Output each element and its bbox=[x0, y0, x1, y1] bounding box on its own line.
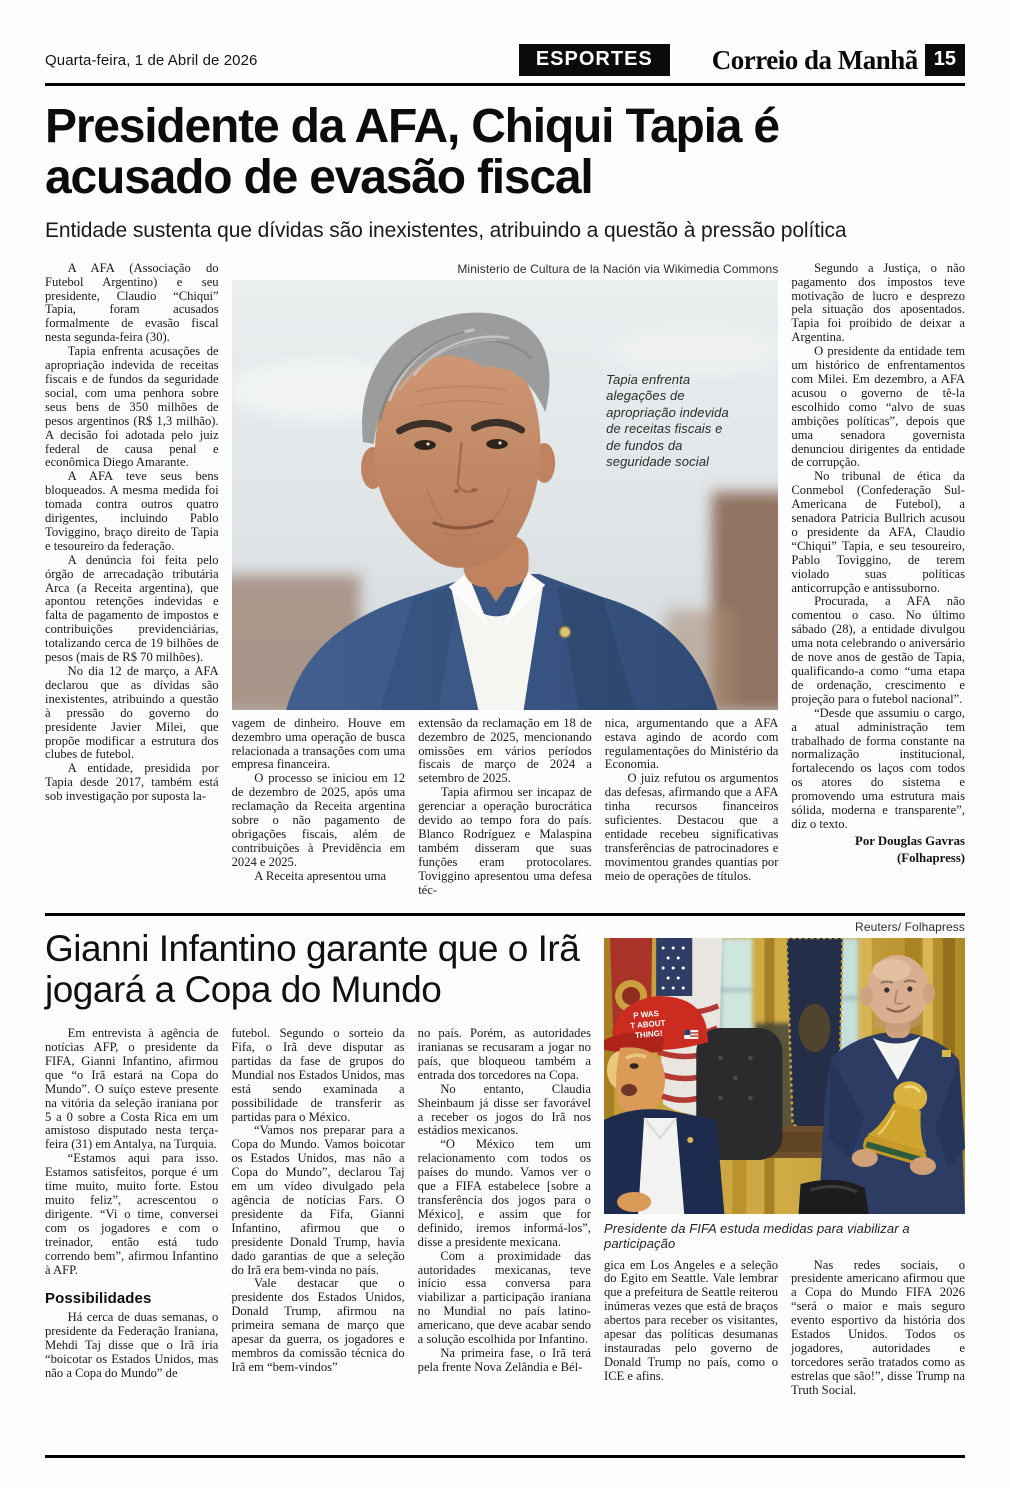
byline-agency: (Folhapress) bbox=[896, 850, 965, 865]
section-badge: ESPORTES bbox=[519, 44, 670, 76]
byline: Por Douglas Gavras bbox=[855, 833, 965, 848]
article-paragraph: extensão da reclamação em 18 de dezembro de 2025, mencionando omissões em vários períodos fiscais de março de 2024 a setembro de 2025. bbox=[418, 715, 592, 786]
article-paragraph: “Desde que assumiu o cargo, a atual administração tem trabalhado de forma constante na normalização institucional, fortalecendo os laços com todos os atores do sistema e promovendo uma estrutura mais sólida, moderna e transparente”, diz o texto. bbox=[791, 705, 965, 831]
photo-caption: Presidente da FIFA estuda medidas para viabilizar a participação bbox=[604, 1220, 910, 1251]
article-paragraph: A AFA teve seus bens bloqueados. A mesma medida foi tomada contra outros quatro dirigentes, incluindo Pablo Toviggino, braço direito de Tapia e tesoureiro da federação. bbox=[45, 469, 219, 553]
article-paragraph: Tapia enfrenta acusações de apropriação indevida de receitas fiscais e de fundos da seguridade social, com uma penhora sobre seus bens de 350 milhões de pesos argentinos (R$ 1,3 milhão). A decisão foi adotada pelo juiz federal de causa penal e econômica Diego Amarante. bbox=[45, 344, 219, 470]
article-paragraph: Procurada, a AFA não comentou o caso. No último sábado (28), a entidade divulgou uma nota celebrando o aniversário de nove anos de gestão de Tapia, qualificando-a como “uma etapa de ordenação, crescimento e projeção para o futebol nacional”. bbox=[791, 594, 965, 706]
bottom-rule bbox=[45, 1455, 965, 1458]
photo-credit: Reuters/ Folhapress bbox=[855, 919, 965, 934]
article-paragraph: Segundo a Justiça, o não pagamento dos impostos teve motivação de lucro e desprezo pela situação dos aposentados. Tapia foi proibido de deixar a Argentina. bbox=[791, 260, 965, 345]
article2-column-5 bbox=[791, 1259, 965, 1398]
article-paragraph: Em entrevista à agência de notícias AFP, o presidente da FIFA, Gianni Infantino, afirmou que “o Irã estará na Copa do Mundo”. O suíço esteve presente na vitória da seleção iraniana por 5 a 0 sobre a Costa Rica em um amistoso disputado nesta terça-feira (31) em Antalya, na Turquia. bbox=[45, 1026, 219, 1152]
article-paragraph: A Receita apresentou uma bbox=[254, 868, 387, 883]
article-paragraph: Há cerca de duas semanas, o presidente da Federação Iraniana, Mehdi Taj disse que o Irã iria “boicotar os Estados Unidos, mas não a Copa do Mundo” de bbox=[45, 1310, 219, 1381]
page-header bbox=[45, 44, 965, 76]
cap-text-line: T ABOUT bbox=[629, 1017, 666, 1031]
article-paragraph: O juiz refutou os argumentos das defesas, afirmando que a AFA tinha recursos financeiros suficientes. Destacou que a entidade recebeu significativas transferências de patrocinadores e movimentou grandes quantias por meio de operações de títulos. bbox=[604, 771, 779, 883]
article-paragraph: Vale destacar que o presidente dos Estados Unidos, Donald Trump, afirmou na primeira semana de março que apesar da guerra, os jogadores e membros da comissão técnica do Irã em “bem-vindos” bbox=[231, 1276, 405, 1374]
article1-column-1 bbox=[45, 262, 219, 898]
article2-column-2 bbox=[231, 1027, 404, 1381]
article-paragraph: No tribunal de ética da Conmebol (Confederação Sul-Americana de Futebol), a senadora Patricia Bullrich acusou o presidente da AFA, Claudio “Chiqui” Tapia, e seu tesoureiro, Pablo Toviggino, de terem violado suas políticas anticorrupção e antissuborno. bbox=[791, 469, 965, 595]
article-paragraph: nica, argumentando que a AFA estava agindo de acordo com regulamentações do Ministério da Economia. bbox=[604, 715, 779, 772]
article-paragraph: “Estamos aqui para isso. Estamos satisfeitos, porque é um time muito, muito forte. Estou muito feliz”, acrescentou o dirigente. “Vi o time, conversei com os jogadores e com o treinador, então está tudo correndo bem”, afirmou Infantino à AFP. bbox=[45, 1151, 219, 1277]
article1-column-3 bbox=[418, 717, 592, 898]
article-paragraph: Tapia afirmou ser incapaz de gerenciar a operação burocrática devido ao tempo fora do país. Blanco Rodríguez e Malaspina também disseram que suas funções eram protocolares. Toviggino apresentou uma defesa téc- bbox=[418, 785, 592, 897]
article-paragraph: A denúncia foi feita pelo órgão de arrecadação tributária Arca (a Receita argentina), que apontou retenções indevidas e falta de pagamento de impostos e contribuições previdenciárias, totalizando cerca de 19 bilhões de pesos (mais de R$ 70 milhões). bbox=[45, 552, 219, 665]
tapia-photo bbox=[232, 280, 779, 710]
article-paragraph: No entanto, Claudia Sheinbaum já disse ser favorável a receber os jogos do Irã nos estádios mexicanos. bbox=[417, 1081, 591, 1138]
article2-column-3 bbox=[418, 1027, 591, 1381]
article2-columns-right bbox=[604, 1259, 965, 1398]
top-rule bbox=[45, 83, 965, 86]
tapia-photo-illustration bbox=[232, 280, 779, 710]
page-number-badge: 15 bbox=[925, 44, 965, 76]
article2-column-4 bbox=[604, 1259, 778, 1398]
article-afa bbox=[45, 101, 965, 898]
section-rule bbox=[45, 913, 965, 916]
article-paragraph: Com a proximidade das autoridades mexicanas, teve início essa conversa para viabilizar a participação iraniana no Mundial no país latino-americano, que deve acabar sendo a solução escolhida por Infantino. bbox=[417, 1248, 591, 1347]
article2-headline: Gianni Infantino garante que o Irã jogará a Copa do Mundo bbox=[45, 927, 580, 1011]
article-paragraph: “O México tem um relacionamento com todos os países do mundo. Vamos ver o que a FIFA estabelece [sobre a transferência dos jogos para o México], e assim que for definido, iremos informá-los”, disse a presidente mexicana. bbox=[417, 1137, 591, 1249]
article-paragraph: A entidade, presidida por Tapia desde 2017, também está sob investigação por suposta la- bbox=[45, 761, 219, 804]
article1-column-2 bbox=[232, 717, 406, 898]
article1-column-4 bbox=[605, 717, 779, 898]
cap-text-line: THING! bbox=[634, 1028, 663, 1040]
article-infantino bbox=[45, 920, 965, 1398]
article-paragraph: no país. Porém, as autoridades iranianas se recusaram a jogar no país, que bloqueou também a entrada dos torcedores na Copa. bbox=[417, 1026, 591, 1082]
article-paragraph: gica em Los Angeles e a seleção do Egito em Seattle. Vale lembrar que a prefeitura de Seattle reiterou inúmeras vezes que está de braços abertos para receber os visitantes, apesar das políticas desumanas instauradas pelo governo de Donald Trump no país, como o ICE e afins. bbox=[604, 1257, 778, 1383]
article1-columns bbox=[45, 262, 965, 898]
article-paragraph: O presidente da entidade tem um histórico de enfrentamentos com Milei. Em dezembro, a AFA acusou o governo de tê-la escolhido como “alvo de suas ambições políticas”, depois que uma senadora governista denunciou dirigentes da entidade de corrupção. bbox=[791, 344, 965, 470]
article2-column-1 bbox=[45, 1027, 218, 1381]
pull-quote: Tapia enfrenta alegações de apropriação indevida de receitas fiscais e de fundos da seguridade social bbox=[606, 371, 729, 470]
cap-text-line: P WAS bbox=[632, 1008, 660, 1020]
article1-photo-block bbox=[232, 262, 779, 717]
article-paragraph: Nas redes sociais, o presidente americano afirmou que a Copa do Mundo FIFA 2026 “será o maior e mais seguro evento esportivo da história dos Estados Unidos. Todos os jogadores, autoridades e torcedores serão tratados como as estrelas que são!”, disse Trump na Truth Social. bbox=[791, 1257, 965, 1397]
article1-standfirst: Entidade sustenta que dívidas são inexistentes, atribuindo a questão à pressão política bbox=[45, 218, 847, 242]
article1-headline: Presidente da AFA, Chiqui Tapia é acusado de evasão fiscal bbox=[45, 100, 779, 205]
photo-credit: Ministerio de Cultura de la Nación via Wikimedia Commons bbox=[457, 261, 779, 276]
article-paragraph: A AFA (Associação do Futebol Argentino) e seu presidente, Claudio “Chiqui” Tapia, foram acusados formalmente de evasão fiscal nesta segunda-feira (30). bbox=[45, 260, 219, 345]
oval-office-illustration bbox=[604, 938, 965, 1214]
article1-column-5 bbox=[791, 262, 965, 898]
article-paragraph: vagem de dinheiro. Houve em dezembro uma operação de busca relacionada a transações com uma empresa financeira. bbox=[231, 715, 406, 772]
article2-columns-left bbox=[45, 1027, 591, 1381]
article-paragraph: No dia 12 de março, a AFA declarou que as dívidas são inexistentes, atribuindo a questão à pressão do governo do presidente Javier Milei, que propõe modificar a estrutura dos clubes de futebol. bbox=[45, 664, 219, 762]
crosshead: Possibilidades bbox=[45, 1290, 152, 1308]
date-line: Quarta-feira, 1 de Abril de 2026 bbox=[45, 51, 258, 69]
masthead: Correio da Manhã bbox=[711, 44, 918, 75]
article-paragraph: futebol. Segundo o sorteio da Fifa, o Irã deve disputar as partidas da fase de grupos do Mundial nos Estados Unidos, mas está sendo examinada a possibilidade de transferir as partidas para o México. bbox=[231, 1026, 405, 1124]
oval-office-photo bbox=[604, 938, 965, 1214]
article-paragraph: O processo se iniciou em 12 de dezembro de 2025, após uma reclamação da Receita argentina sobre o não pagamento de obrigações fiscais, além de contribuições à Previdência em 2024 e 2025. bbox=[231, 771, 406, 869]
article-paragraph: “Vamos nos preparar para a Copa do Mundo. Vamos boicotar os Estados Unidos, mas não a Copa do Mundo”, declarou Taj em um vídeo divulgado pela agência de notícias Fars. O presidente da Fifa, Gianni Infantino, afirmou que o presidente Donald Trump, havia dado garantias de que a seleção do Irã era bem-vinda no país. bbox=[231, 1123, 405, 1277]
article-paragraph: Na primeira fase, o Irã terá pela frente Nova Zelândia e Bél- bbox=[417, 1345, 591, 1374]
